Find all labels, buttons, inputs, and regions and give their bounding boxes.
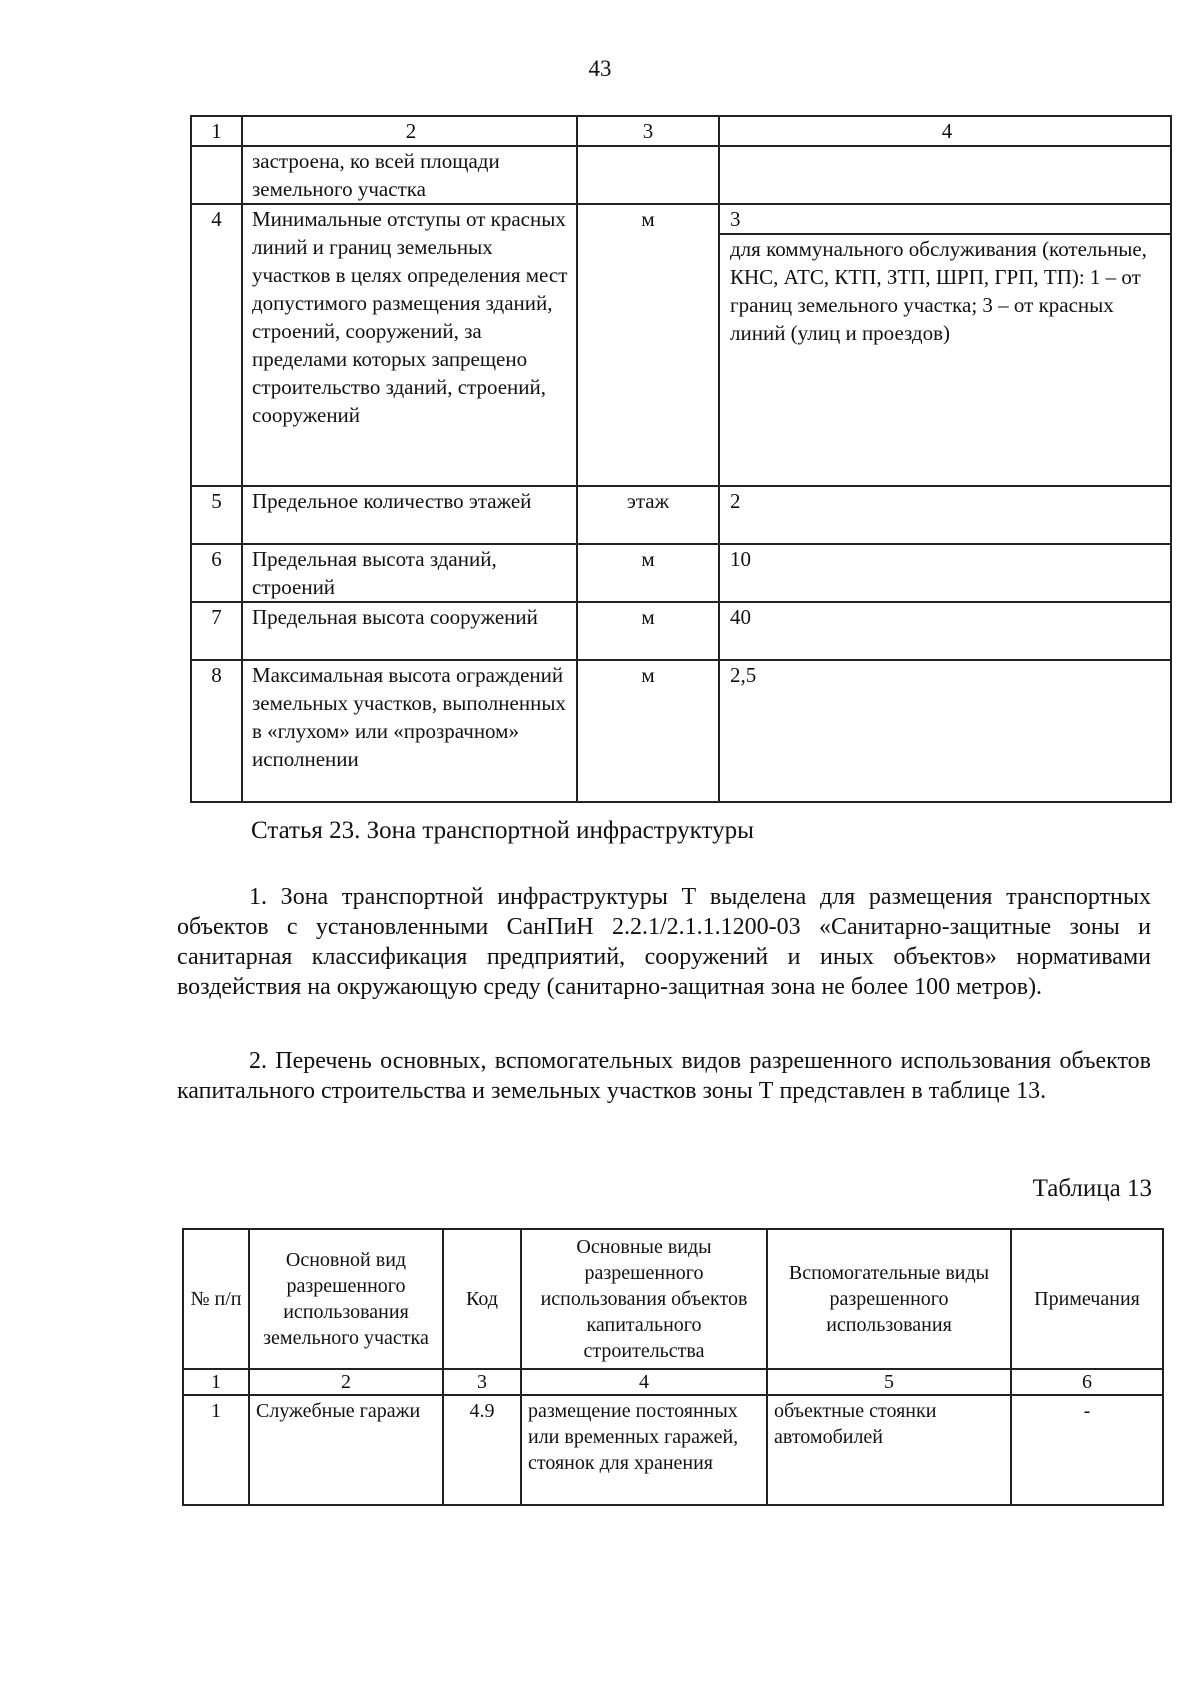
parameter-unit [577, 146, 719, 204]
header-cell: Основной вид разрешенного использования земельного участка [249, 1229, 443, 1369]
construction-use: размещение постоянных или временных гаражей, стоянок для хранения [521, 1395, 767, 1505]
column-number-row [183, 1369, 1163, 1395]
table-row [183, 1395, 1163, 1505]
main-use-type: Служебные гаражи [249, 1395, 443, 1505]
column-number: 5 [767, 1369, 1011, 1395]
column-number: 4 [521, 1369, 767, 1395]
parameter-value: 40 [719, 602, 1171, 660]
parameter-name: Максимальная высота ограждений земельных участков, выполненных в «глухом» или «прозрачном» исполнении [242, 660, 577, 802]
row-number: 8 [191, 660, 242, 802]
table-header-row [191, 116, 1171, 146]
parameter-value [719, 146, 1171, 204]
paragraph-1: 1. Зона транспортной инфраструктуры Т выделена для размещения транспортных объектов с установленными СанПиН 2.2.1/2.1.1.1200-03 «Санитарно-защитные зоны и санитарная классификация предприятий, сооружений и иных объектов» нормативами воздействия на окружающую среду (санитарно-защитная зона не более 100 метров). [177, 884, 1151, 1000]
note: - [1011, 1395, 1163, 1505]
column-number: 1 [183, 1369, 249, 1395]
parameter-name: Предельная высота сооружений [242, 602, 577, 660]
table-row [191, 204, 1171, 486]
parameter-unit: м [577, 660, 719, 802]
table-row [191, 602, 1171, 660]
land-use-table [182, 1228, 1164, 1506]
table-label: Таблица 13 [1032, 1175, 1152, 1202]
parameter-value: 2 [719, 486, 1171, 544]
row-number: 6 [191, 544, 242, 602]
row-number: 7 [191, 602, 242, 660]
row-number: 5 [191, 486, 242, 544]
row-number [191, 146, 242, 204]
use-code: 4.9 [443, 1395, 521, 1505]
table-row [191, 660, 1171, 802]
header-cell: Вспомогательные виды разрешенного использования [767, 1229, 1011, 1369]
header-cell: Примечания [1011, 1229, 1163, 1369]
column-number: 2 [249, 1369, 443, 1395]
table-header-row [183, 1229, 1163, 1369]
paragraph-2: 2. Перечень основных, вспомогательных видов разрешенного использования объектов капитального строительства и земельных участков зоны Т представлен в таблице 13. [177, 1048, 1151, 1104]
header-cell: 2 [242, 116, 577, 146]
table-row [191, 486, 1171, 544]
parameter-name: Предельное количество этажей [242, 486, 577, 544]
header-cell: 4 [719, 116, 1171, 146]
column-number: 3 [443, 1369, 521, 1395]
page-number: 43 [588, 56, 612, 81]
auxiliary-use: объектные стоянки автомобилей [767, 1395, 1011, 1505]
parameter-value-note: для коммунального обслуживания (котельные, КНС, АТС, КТП, ЗТП, ШРП, ГРП, ТП): 1 – от границ земельного участка; 3 – от красных линий (улиц и проездов) [730, 237, 1147, 345]
parameter-name: застроена, ко всей площади земельного участка [242, 146, 577, 204]
parameter-value: 10 [719, 544, 1171, 602]
header-cell: 3 [577, 116, 719, 146]
table-row [191, 146, 1171, 204]
parameter-unit: м [577, 602, 719, 660]
parameter-unit: м [577, 204, 719, 486]
row-number: 4 [191, 204, 242, 486]
row-number: 1 [183, 1395, 249, 1505]
parameter-name: Предельная высота зданий, строений [242, 544, 577, 602]
parameter-value: 3 [720, 205, 1170, 235]
column-number: 6 [1011, 1369, 1163, 1395]
parameter-name: Минимальные отступы от красных линий и границ земельных участков в целях определения мест допустимого размещения зданий, строений, сооружений, за пределами которых запрещено строительство зданий, строений, сооружений [242, 204, 577, 486]
header-cell: Основные виды разрешенного использования объектов капитального строительства [521, 1229, 767, 1369]
article-title: Статья 23. Зона транспортной инфраструктуры [251, 817, 754, 844]
parameter-unit: м [577, 544, 719, 602]
header-cell: 1 [191, 116, 242, 146]
header-cell: № п/п [183, 1229, 249, 1369]
zone-parameters-table [190, 115, 1172, 803]
parameter-value: 2,5 [719, 660, 1171, 802]
parameter-unit: этаж [577, 486, 719, 544]
header-cell: Код [443, 1229, 521, 1369]
table-row [191, 544, 1171, 602]
